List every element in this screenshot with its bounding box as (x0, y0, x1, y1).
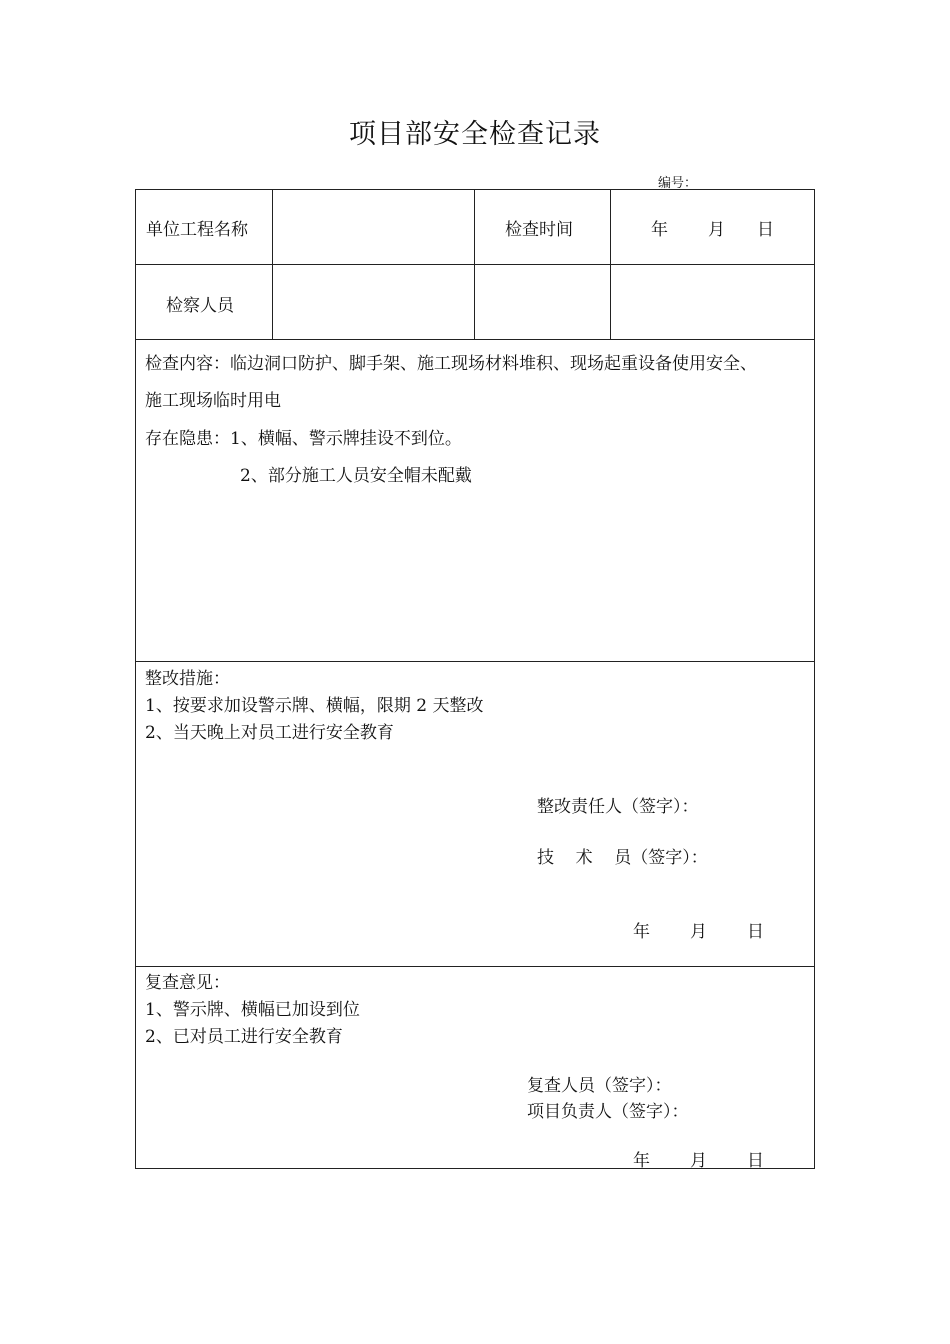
review-item: 1、警示牌、横幅已加设到位 (145, 1000, 360, 1020)
check-time-label: 检查时间 (505, 220, 573, 240)
unit-name-field[interactable] (282, 215, 467, 237)
col-divider-3 (610, 189, 611, 340)
check-date-year: 年 (651, 220, 668, 240)
rectification-date-month: 月 (690, 922, 707, 942)
rectification-heading: 整改措施： (145, 669, 230, 689)
inspector-field[interactable] (282, 291, 467, 313)
review-item: 2、已对员工进行安全教育 (145, 1027, 343, 1047)
inspection-content-line-2: 施工现场临时用电 (145, 391, 281, 411)
row-divider-3 (135, 661, 815, 662)
inspection-content-line-1: 检查内容：临边洞口防护、脚手架、施工现场材料堆积、现场起重设备使用安全、 (145, 354, 757, 374)
hazard-line-2: 2、部分施工人员安全帽未配戴 (240, 466, 472, 486)
row-divider-1 (135, 264, 815, 265)
inspector-label: 检察人员 (166, 296, 234, 316)
review-date-year: 年 (633, 1151, 650, 1171)
check-date-month: 月 (708, 220, 725, 240)
rectification-date-year: 年 (633, 922, 650, 942)
responsible-person-signature-label: 整改责任人（签字）： (537, 797, 699, 817)
rectification-item: 2、当天晚上对员工进行安全教育 (145, 723, 394, 743)
hazard-line-1: 存在隐患：1、横幅、警示牌挂设不到位。 (145, 429, 462, 449)
reviewer-signature-label: 复查人员（签字）： (527, 1076, 672, 1096)
project-manager-signature-label: 项目负责人（签字）： (527, 1102, 689, 1122)
row-divider-2 (135, 339, 815, 340)
review-date-day: 日 (747, 1151, 764, 1171)
rectification-date-day: 日 (747, 922, 764, 942)
col-divider-2 (474, 189, 475, 340)
col-divider-1 (272, 189, 273, 340)
page-title: 项目部安全检查记录 (349, 119, 601, 150)
rectification-item: 1、按要求加设警示牌、横幅，限期 2 天整改 (145, 696, 484, 716)
row-divider-4 (135, 966, 815, 967)
unit-name-label: 单位工程名称 (146, 220, 248, 240)
review-date-month: 月 (690, 1151, 707, 1171)
review-heading: 复查意见： (145, 973, 230, 993)
technician-signature-label: 技 术 员（签字）： (537, 848, 708, 868)
check-date-day: 日 (757, 220, 774, 240)
serial-number-label: 编号： (658, 176, 698, 191)
